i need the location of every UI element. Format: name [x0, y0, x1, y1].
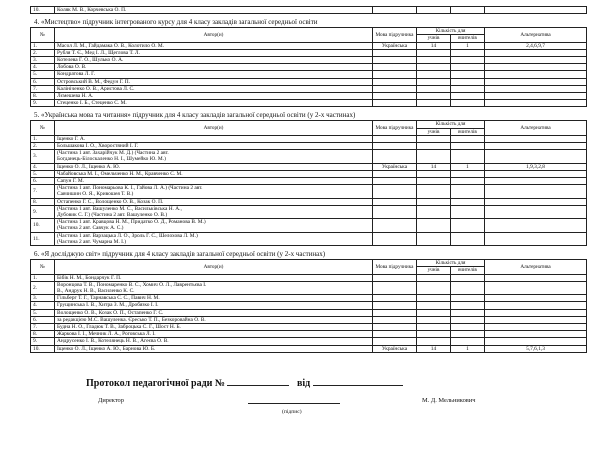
row-students — [417, 205, 451, 218]
row-students — [417, 302, 451, 309]
row-teachers — [451, 170, 485, 177]
row-students — [417, 178, 451, 185]
row-teachers — [451, 57, 485, 64]
row-authors: Масол Л. М., Гайдамака О. В., Колотило О. М. — [55, 42, 373, 49]
row-teachers — [451, 338, 485, 345]
row-teachers — [451, 185, 485, 198]
row-language — [373, 150, 417, 163]
row-number: 3. — [31, 57, 55, 64]
row-teachers — [451, 150, 485, 163]
row-students — [417, 49, 451, 56]
row-authors: Коляк М. В., Корчевська О. П. — [55, 7, 373, 14]
row-alternative — [485, 274, 587, 281]
protocol-block — [86, 378, 546, 417]
row-number: 2. — [31, 281, 55, 294]
signature-caption: (підпис) — [282, 409, 302, 415]
row-authors: Іщенко Г. А. — [55, 135, 373, 142]
row-students — [417, 316, 451, 323]
row-students — [417, 64, 451, 71]
row-alternative — [485, 316, 587, 323]
row-language — [373, 281, 417, 294]
row-teachers: 1 — [451, 345, 485, 352]
row-students — [417, 309, 451, 316]
table-row — [31, 85, 587, 92]
row-language — [373, 135, 417, 142]
table-row — [31, 163, 587, 170]
row-authors: Стеценко І. Б., Стеценко С. М. — [55, 100, 373, 107]
director-row — [86, 397, 546, 417]
row-authors: Іщенко О. Л., Іщенко А. Ю. — [55, 163, 373, 170]
table-row — [31, 135, 587, 142]
row-teachers — [451, 100, 485, 107]
row-language — [373, 100, 417, 107]
header-num: № — [31, 28, 55, 42]
director-name: М. Д. Мельникович — [422, 397, 476, 404]
row-teachers — [451, 295, 485, 302]
protocol-date-blank — [313, 385, 403, 386]
header-students: учнів — [417, 35, 451, 42]
table-row — [31, 281, 587, 294]
row-authors: Гільберг Т. Г., Тарнавська С. С., Павич Н. М. — [55, 295, 373, 302]
header-num: № — [31, 260, 55, 274]
row-teachers — [451, 64, 485, 71]
row-alternative — [485, 323, 587, 330]
row-number: 9. — [31, 100, 55, 107]
table-row — [31, 93, 587, 100]
row-language — [373, 323, 417, 330]
row-students — [417, 57, 451, 64]
row-language — [373, 338, 417, 345]
row-authors: (Частина 1 авт. Захарійчук М. Д.) (Частина 2 авт. Богданець-Білоскаленко Н. І., Шумейко Ю. М.) — [55, 150, 373, 163]
row-students: 14 — [417, 345, 451, 352]
row-alternative — [485, 198, 587, 205]
row-alternative — [485, 150, 587, 163]
row-authors: Котелева Г. О., Шулько О. А. — [55, 57, 373, 64]
row-language — [373, 219, 417, 232]
header-row — [31, 121, 587, 128]
row-language — [373, 93, 417, 100]
table-row — [31, 205, 587, 218]
table-row — [31, 150, 587, 163]
row-language: Українська — [373, 163, 417, 170]
header-teachers: вчителів — [451, 35, 485, 42]
row-alternative — [485, 302, 587, 309]
row-students — [417, 331, 451, 338]
row-alternative — [485, 64, 587, 71]
row-authors: Большакова І. О., Хворостяний І. Г. — [55, 143, 373, 150]
row-authors: (Частина 1 авт. Кравцова Н. М., Придатко О. Д., Романова В. М.) (Частина 2 авт. Савчук А. С.) — [55, 219, 373, 232]
row-students — [417, 71, 451, 78]
row-number: 11. — [31, 232, 55, 245]
table-row — [31, 64, 587, 71]
row-authors: (Частина 1 авт. Варзацька Л. О., Зроль Г. С., Шелохова Л. М.) (Частина 2 авт. Чумарна М. І.) — [55, 232, 373, 245]
row-authors: Рубля Т. Є., Мед І. Л., Щеглова Т. Л. — [55, 49, 373, 56]
row-authors: Андрусенко І. В., Котелянець Н. В., Агеєва О. В. — [55, 338, 373, 345]
row-number: 8. — [31, 331, 55, 338]
row-authors: Волощенко О. В., Козак О. П., Остапенко Г. С. — [55, 309, 373, 316]
row-number: 2. — [31, 49, 55, 56]
row-authors: Жаркова І. І., Мечник Л. А., Роговська Л. І. — [55, 331, 373, 338]
header-authors: Автор(и) — [55, 260, 373, 274]
row-language — [373, 85, 417, 92]
row-alternative: 2,4,6,9,7 — [485, 42, 587, 49]
table-row — [31, 309, 587, 316]
row-authors: Бібік Н. М., Бондарчук Г. П. — [55, 274, 373, 281]
row-alternative — [485, 281, 587, 294]
row-number: 3. — [31, 150, 55, 163]
row-students — [417, 338, 451, 345]
row-number: 9. — [31, 205, 55, 218]
row-students — [417, 295, 451, 302]
row-teachers — [451, 323, 485, 330]
row-language — [373, 64, 417, 71]
row-number: 7. — [31, 185, 55, 198]
protocol-title-mid: від — [296, 378, 311, 389]
row-teachers — [451, 302, 485, 309]
header-lang: Мова підручника — [373, 121, 417, 135]
table-row — [31, 338, 587, 345]
row-authors: (Частина 1 авт. Вашуленко М. С., Васильківська Н. А., Дубовик С. Г.) (Частина 2 авт. Вашуленко О. В.) — [55, 205, 373, 218]
table-row — [31, 71, 587, 78]
section-title: 6. «Я досліджую світ» підручник для 4 класу закладів загальної середньої освіти (у 2-х частинах) — [34, 250, 326, 259]
row-language: Українська — [373, 345, 417, 352]
row-teachers — [451, 309, 485, 316]
table-row — [31, 232, 587, 245]
row-students — [417, 232, 451, 245]
row-authors: Островський В. М., Федун Г. П. — [55, 78, 373, 85]
table-row — [31, 331, 587, 338]
row-teachers — [451, 205, 485, 218]
row-number: 4. — [31, 163, 55, 170]
row-number: 4. — [31, 64, 55, 71]
row-students — [417, 93, 451, 100]
row-number: 3. — [31, 295, 55, 302]
table-row — [31, 57, 587, 64]
row-language — [373, 205, 417, 218]
protocol-title — [86, 378, 546, 389]
table-row — [31, 274, 587, 281]
row-alternative — [485, 135, 587, 142]
row-number: 5. — [31, 170, 55, 177]
row-alternative — [485, 78, 587, 85]
row-language — [373, 331, 417, 338]
table-row — [31, 78, 587, 85]
signature-blank — [248, 403, 340, 404]
table-row — [31, 323, 587, 330]
row-students — [417, 78, 451, 85]
row-language — [373, 178, 417, 185]
table-row — [31, 302, 587, 309]
table-row — [31, 49, 587, 56]
row-language — [373, 295, 417, 302]
row-number: 1. — [31, 274, 55, 281]
row-alternative — [485, 295, 587, 302]
section-table — [30, 259, 587, 353]
row-students — [417, 185, 451, 198]
row-teachers — [451, 316, 485, 323]
row-number: 6. — [31, 78, 55, 85]
row-number: 7. — [31, 85, 55, 92]
row-number: 2. — [31, 143, 55, 150]
row-authors: Іщенко О. Л., Іщенко А. Ю., Барнова Ю. Б. — [55, 345, 373, 352]
header-authors: Автор(и) — [55, 121, 373, 135]
row-number: 10. — [31, 7, 55, 14]
row-alternative: 5,7,6,1,3 — [485, 345, 587, 352]
row-language — [373, 274, 417, 281]
row-authors: Сапун Г. М. — [55, 178, 373, 185]
row-teachers — [451, 85, 485, 92]
row-alternative: 1,9,3,2,8 — [485, 163, 587, 170]
row-students — [417, 219, 451, 232]
row-authors: Чабайовська М. І., Омельченко Н. М., Кравченко С. М. — [55, 170, 373, 177]
header-count: Кількість для — [417, 260, 485, 267]
row-alternative — [485, 205, 587, 218]
header-alt: Альтернатива — [485, 28, 587, 42]
row-alternative — [485, 219, 587, 232]
row-language: Українська — [373, 42, 417, 49]
director-label: Директор — [98, 397, 124, 404]
row-number: 6. — [31, 178, 55, 185]
table-row — [31, 219, 587, 232]
header-row — [31, 260, 587, 267]
row-number: 10. — [31, 219, 55, 232]
row-alternative — [485, 71, 587, 78]
header-lang: Мова підручника — [373, 260, 417, 274]
row-teachers — [451, 93, 485, 100]
row-students — [417, 281, 451, 294]
row-authors: Калініченко О. В., Аристова Л. С. — [55, 85, 373, 92]
row-alternative — [485, 309, 587, 316]
header-teachers: вчителів — [451, 267, 485, 274]
row-teachers: 1 — [451, 163, 485, 170]
row-teachers — [451, 219, 485, 232]
row-teachers — [451, 71, 485, 78]
protocol-number-blank — [227, 385, 289, 386]
row-number: 10. — [31, 345, 55, 352]
row-authors: Воронцова Т. В., Пономаренко В. С., Хомич О. Л., Лаврентьєва І. В., Андрук Н. В., Василенко К. С. — [55, 281, 373, 294]
row-students — [417, 323, 451, 330]
table-row — [31, 316, 587, 323]
row-alternative — [485, 100, 587, 107]
row-language — [373, 198, 417, 205]
row-authors: Лємешева Н. А. — [55, 93, 373, 100]
section-table — [30, 120, 587, 246]
section-title: 4. «Мистецтво» підручник інтегрованого курсу для 4 класу закладів загальної середньої освіти — [34, 18, 318, 27]
table-row — [31, 178, 587, 185]
header-authors: Автор(и) — [55, 28, 373, 42]
sections-container — [30, 18, 586, 353]
row-authors: за редакцією М.С. Вашуленка. Єресько Т. П., Безкоровайна О. В. — [55, 316, 373, 323]
row-authors: Будна Н. О., Гладюк Т. В., Заброцька С. Г., Шост Н. Б. — [55, 323, 373, 330]
row-students — [417, 100, 451, 107]
row-number: 1. — [31, 42, 55, 49]
row-teachers — [451, 232, 485, 245]
row-alternative — [485, 232, 587, 245]
row-language — [373, 57, 417, 64]
row-students: 14 — [417, 42, 451, 49]
table-row — [31, 7, 587, 14]
row-teachers — [451, 274, 485, 281]
row-language — [373, 185, 417, 198]
header-alt: Альтернатива — [485, 121, 587, 135]
row-authors: Кондратова Л. Г. — [55, 71, 373, 78]
row-language — [373, 302, 417, 309]
section-title: 5. «Українська мова та читання» підручник для 4 класу закладів загальної середньої освіти (у 2-х частинах) — [34, 111, 356, 120]
table-row — [31, 198, 587, 205]
table-row — [31, 100, 587, 107]
table-row — [31, 170, 587, 177]
row-students — [417, 143, 451, 150]
header-students: учнів — [417, 128, 451, 135]
document-page — [30, 6, 586, 353]
header-teachers: вчителів — [451, 128, 485, 135]
row-teachers — [451, 331, 485, 338]
header-students: учнів — [417, 267, 451, 274]
row-number: 7. — [31, 323, 55, 330]
table-row — [31, 143, 587, 150]
protocol-title-left: Протокол педагогічної ради № — [86, 378, 225, 389]
section-table — [30, 27, 587, 107]
row-students — [417, 274, 451, 281]
row-alternative — [485, 57, 587, 64]
row-number: 1. — [31, 135, 55, 142]
row-authors: Грущинська І. В., Хитра З. М., Дробязко І. І. — [55, 302, 373, 309]
row-students — [417, 150, 451, 163]
row-number: 9. — [31, 338, 55, 345]
row-students — [417, 135, 451, 142]
header-count: Кількість для — [417, 28, 485, 35]
row-language — [373, 71, 417, 78]
row-teachers: 1 — [451, 42, 485, 49]
header-count: Кількість для — [417, 121, 485, 128]
row-teachers — [451, 78, 485, 85]
table-row — [31, 295, 587, 302]
row-number: 6. — [31, 316, 55, 323]
row-teachers — [451, 135, 485, 142]
row-teachers — [451, 178, 485, 185]
row-students — [417, 198, 451, 205]
row-number: 4. — [31, 302, 55, 309]
row-students — [417, 85, 451, 92]
row-teachers — [451, 281, 485, 294]
row-language — [373, 309, 417, 316]
row-teachers — [451, 198, 485, 205]
row-number: 5. — [31, 71, 55, 78]
header-row — [31, 28, 587, 35]
row-language — [373, 232, 417, 245]
row-number: 8. — [31, 198, 55, 205]
row-alternative — [485, 49, 587, 56]
row-alternative — [485, 185, 587, 198]
row-language — [373, 143, 417, 150]
row-students — [417, 170, 451, 177]
row-number: 5. — [31, 309, 55, 316]
row-language — [373, 316, 417, 323]
row-alternative — [485, 93, 587, 100]
row-alternative — [485, 170, 587, 177]
table-row — [31, 185, 587, 198]
row-language — [373, 49, 417, 56]
row-teachers — [451, 143, 485, 150]
row-alternative — [485, 331, 587, 338]
row-teachers — [451, 49, 485, 56]
row-alternative — [485, 338, 587, 345]
row-students: 14 — [417, 163, 451, 170]
table-row — [31, 42, 587, 49]
header-num: № — [31, 121, 55, 135]
row-authors: Лобова О. В. — [55, 64, 373, 71]
header-lang: Мова підручника — [373, 28, 417, 42]
table-row — [31, 345, 587, 352]
row-alternative — [485, 85, 587, 92]
row-language — [373, 170, 417, 177]
row-alternative — [485, 143, 587, 150]
row-alternative — [485, 178, 587, 185]
header-alt: Альтернатива — [485, 260, 587, 274]
row-number: 8. — [31, 93, 55, 100]
row-authors: (Частина 1 авт. Пономарьова К. І., Гайова Л. А.) (Частина 2 авт. Савчишин О. Я., Кривошея Т. В.) — [55, 185, 373, 198]
row-language — [373, 78, 417, 85]
row-authors: Остапенко Г. С., Волощенко О. В., Козак О. П. — [55, 198, 373, 205]
top-table — [30, 6, 587, 14]
